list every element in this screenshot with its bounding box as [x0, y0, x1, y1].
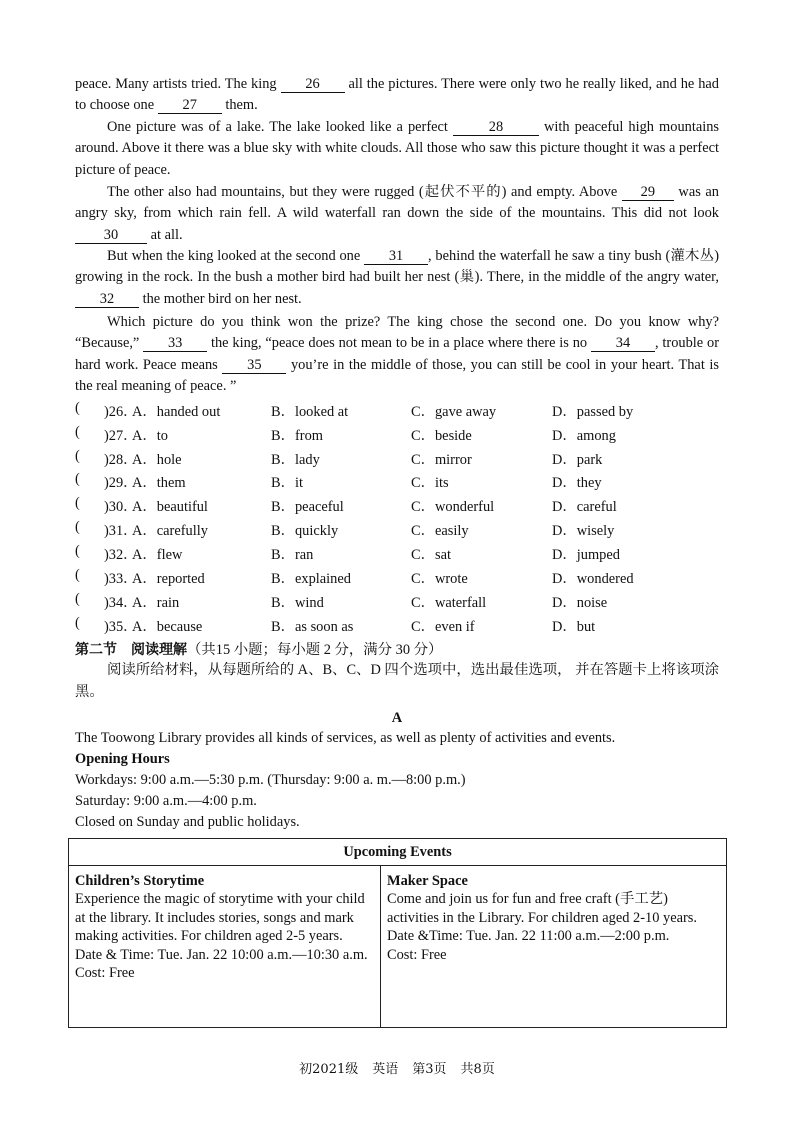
question-number: )27．	[104, 428, 138, 444]
question-number: )30．	[104, 499, 138, 515]
answer-paren[interactable]: (	[75, 400, 80, 416]
event-datetime: Date & Time: Tue. Jan. 22 10:00 a.m.—10:30 a.m.	[75, 946, 368, 963]
saturday-hours: Saturday: 9:00 a.m.—4:00 p.m.	[75, 793, 257, 809]
passage-text: Which picture do you think won the prize? The king chose the second one. Do you know why? “Because,”	[75, 314, 719, 352]
event-cost: Cost: Free	[387, 946, 447, 963]
option-a[interactable]: A．them	[132, 475, 186, 491]
question-row-32	[75, 543, 735, 567]
answer-paren[interactable]: (	[75, 448, 80, 464]
event-cost: Cost: Free	[75, 965, 135, 982]
blank-32: 32	[75, 291, 139, 308]
question-row-35	[75, 615, 735, 639]
question-row-34	[75, 591, 735, 615]
event-description: Experience the magic of storytime with your child at the library. It includes stories, songs and mark making activities. For children aged 2-5 years.	[75, 891, 365, 945]
option-b[interactable]: B．it	[271, 475, 303, 491]
option-a[interactable]: A．hole	[132, 452, 182, 468]
passage-paragraph-3	[75, 182, 719, 246]
option-d[interactable]: D．wondered	[552, 571, 634, 587]
answer-paren[interactable]: (	[75, 591, 80, 607]
section-instructions: 阅读所给材料，从每题所给的 A、B、C、D 四个选项中，选出最佳选项， 并在答题卡上将该项涂黑。	[75, 662, 720, 700]
footer-page: 第3页	[412, 1062, 447, 1077]
passage-text: was an angry sky, from which rain fell. A wild waterfall ran down the side of the mountains. This did not look	[75, 184, 719, 222]
event-description: Come and join us for fun and free craft (手工艺) activities in the Library. For children aged 2-10 years.	[387, 891, 697, 926]
option-c[interactable]: C．wrote	[411, 571, 468, 587]
answer-paren[interactable]: (	[75, 471, 80, 487]
option-a[interactable]: A．reported	[132, 571, 205, 587]
question-row-31	[75, 519, 735, 543]
question-number: )32．	[104, 547, 138, 563]
passage-text: , trouble or hard work. Peace means	[75, 335, 719, 373]
footer-grade: 初2021级	[299, 1062, 359, 1077]
option-a[interactable]: A．handed out	[132, 404, 221, 420]
section-scoring: （共15 小题；每小题 2 分，满分 30 分）	[187, 642, 443, 658]
option-c[interactable]: C．even if	[411, 619, 475, 635]
option-c[interactable]: C．easily	[411, 523, 469, 539]
passage-text: the king, “peace does not mean to be in a place where there is no	[207, 335, 591, 352]
option-d[interactable]: D．jumped	[552, 547, 620, 563]
page-footer	[0, 1058, 794, 1077]
question-number: )26．	[104, 404, 138, 420]
passage-text: But when the king looked at the second one	[107, 248, 365, 264]
blank-31: 31	[364, 248, 428, 265]
footer-total: 共8页	[460, 1062, 495, 1077]
event-datetime: Date &Time: Tue. Jan. 22 11:00 a.m.—2:00 p.m.	[387, 928, 670, 945]
closed-note: Closed on Sunday and public holidays.	[75, 814, 300, 830]
option-b[interactable]: B．looked at	[271, 404, 349, 420]
blank-35: 35	[222, 357, 286, 374]
option-b[interactable]: B．quickly	[271, 523, 339, 539]
option-d[interactable]: D．but	[552, 619, 596, 635]
option-b[interactable]: B．from	[271, 428, 323, 444]
option-a[interactable]: A．to	[132, 428, 168, 444]
events-table-header: Upcoming Events	[69, 839, 727, 866]
passage-paragraph-2	[75, 117, 719, 181]
library-intro: The Toowong Library provides all kinds of services, as well as plenty of activities and events.	[75, 730, 616, 746]
option-b[interactable]: B．peaceful	[271, 499, 344, 515]
section-title: 第二节 阅读理解	[75, 642, 187, 658]
question-number: )29．	[104, 475, 138, 491]
question-number: )34．	[104, 595, 138, 611]
option-d[interactable]: D．among	[552, 428, 616, 444]
event-title: Maker Space	[387, 873, 468, 889]
option-d[interactable]: D．they	[552, 475, 602, 491]
passage-text: peace. Many artists tried. The king	[75, 76, 281, 92]
option-b[interactable]: B．lady	[271, 452, 320, 468]
events-table	[68, 838, 727, 1028]
opening-hours-title: Opening Hours	[75, 751, 170, 767]
question-row-30	[75, 495, 735, 519]
option-c[interactable]: C．gave away	[411, 404, 497, 420]
option-c[interactable]: C．sat	[411, 547, 451, 563]
option-d[interactable]: D．wisely	[552, 523, 615, 539]
passage-text: all the pictures. There were only two he really liked, and he had to choose one	[75, 76, 719, 114]
option-c[interactable]: C．mirror	[411, 452, 472, 468]
answer-paren[interactable]: (	[75, 543, 80, 559]
option-d[interactable]: D．noise	[552, 595, 608, 611]
option-b[interactable]: B．as soon as	[271, 619, 354, 635]
passage-paragraph-4	[75, 246, 719, 310]
blank-34: 34	[591, 335, 655, 352]
question-number: )33．	[104, 571, 138, 587]
passage-text: you’re in the middle of those, you can still be cool in your heart. That is the real meaning of peace. ”	[75, 356, 719, 394]
answer-paren[interactable]: (	[75, 567, 80, 583]
section-heading	[75, 638, 442, 659]
workdays-hours: Workdays: 9:00 a.m.—5:30 p.m. (Thursday: 9:00 a. m.—8:00 p.m.)	[75, 772, 466, 788]
option-c[interactable]: C．wonderful	[411, 499, 495, 515]
option-d[interactable]: D．careful	[552, 499, 617, 515]
option-a[interactable]: A．flew	[132, 547, 183, 563]
option-b[interactable]: B．ran	[271, 547, 314, 563]
question-row-33	[75, 567, 735, 591]
question-row-29	[75, 471, 735, 495]
question-number: )31．	[104, 523, 138, 539]
passage-text: at all.	[147, 226, 183, 243]
passage-text: with peaceful high mountains around. Above it there was a blue sky with white clouds. All those who saw this picture thought it was a perfect picture of peace.	[75, 119, 720, 178]
answer-paren[interactable]: (	[75, 495, 80, 511]
answer-paren[interactable]: (	[75, 615, 80, 631]
passage-text: the mother bird on her nest.	[139, 290, 302, 307]
footer-subject: 英语	[372, 1062, 399, 1077]
passage-paragraph-5	[75, 312, 719, 397]
passage-text: them.	[221, 97, 258, 114]
event-title: Children’s Storytime	[75, 873, 205, 889]
option-a[interactable]: A．rain	[132, 595, 180, 611]
option-d[interactable]: D．passed by	[552, 404, 634, 420]
option-c[interactable]: C．beside	[411, 428, 472, 444]
question-number: )35．	[104, 619, 138, 635]
blank-28: 28	[453, 119, 539, 136]
option-b[interactable]: B．wind	[271, 595, 324, 611]
answer-paren[interactable]: (	[75, 424, 80, 440]
question-row-28	[75, 448, 735, 472]
event-cell-storytime	[69, 866, 381, 1028]
option-a[interactable]: A．carefully	[132, 523, 208, 539]
option-a[interactable]: A．because	[132, 619, 203, 635]
option-d[interactable]: D．park	[552, 452, 603, 468]
option-c[interactable]: C．waterfall	[411, 595, 487, 611]
option-c[interactable]: C．its	[411, 475, 449, 491]
question-number: )28．	[104, 452, 138, 468]
passage-text: The other also had mountains, but they were rugged (起伏不平的) and empty. Above	[107, 184, 622, 200]
passage-text: , behind the waterfall he saw a tiny bush (灌木丛) growing in the rock. In the bush a mother bird had built her nest (巢). There, in the middle of the angry water,	[75, 248, 719, 286]
blank-27: 27	[158, 97, 222, 114]
event-cell-maker-space	[381, 866, 727, 1028]
passage-label: A	[391, 710, 403, 726]
option-b[interactable]: B．explained	[271, 571, 351, 587]
question-row-27	[75, 424, 735, 448]
blank-26: 26	[281, 76, 345, 93]
option-a[interactable]: A．beautiful	[132, 499, 208, 515]
blank-30: 30	[75, 227, 147, 244]
passage-text: One picture was of a lake. The lake looked like a perfect	[107, 119, 453, 135]
question-row-26	[75, 400, 735, 424]
blank-29: 29	[622, 184, 674, 201]
answer-paren[interactable]: (	[75, 519, 80, 535]
passage-paragraph-1	[75, 74, 719, 117]
blank-33: 33	[143, 335, 207, 352]
